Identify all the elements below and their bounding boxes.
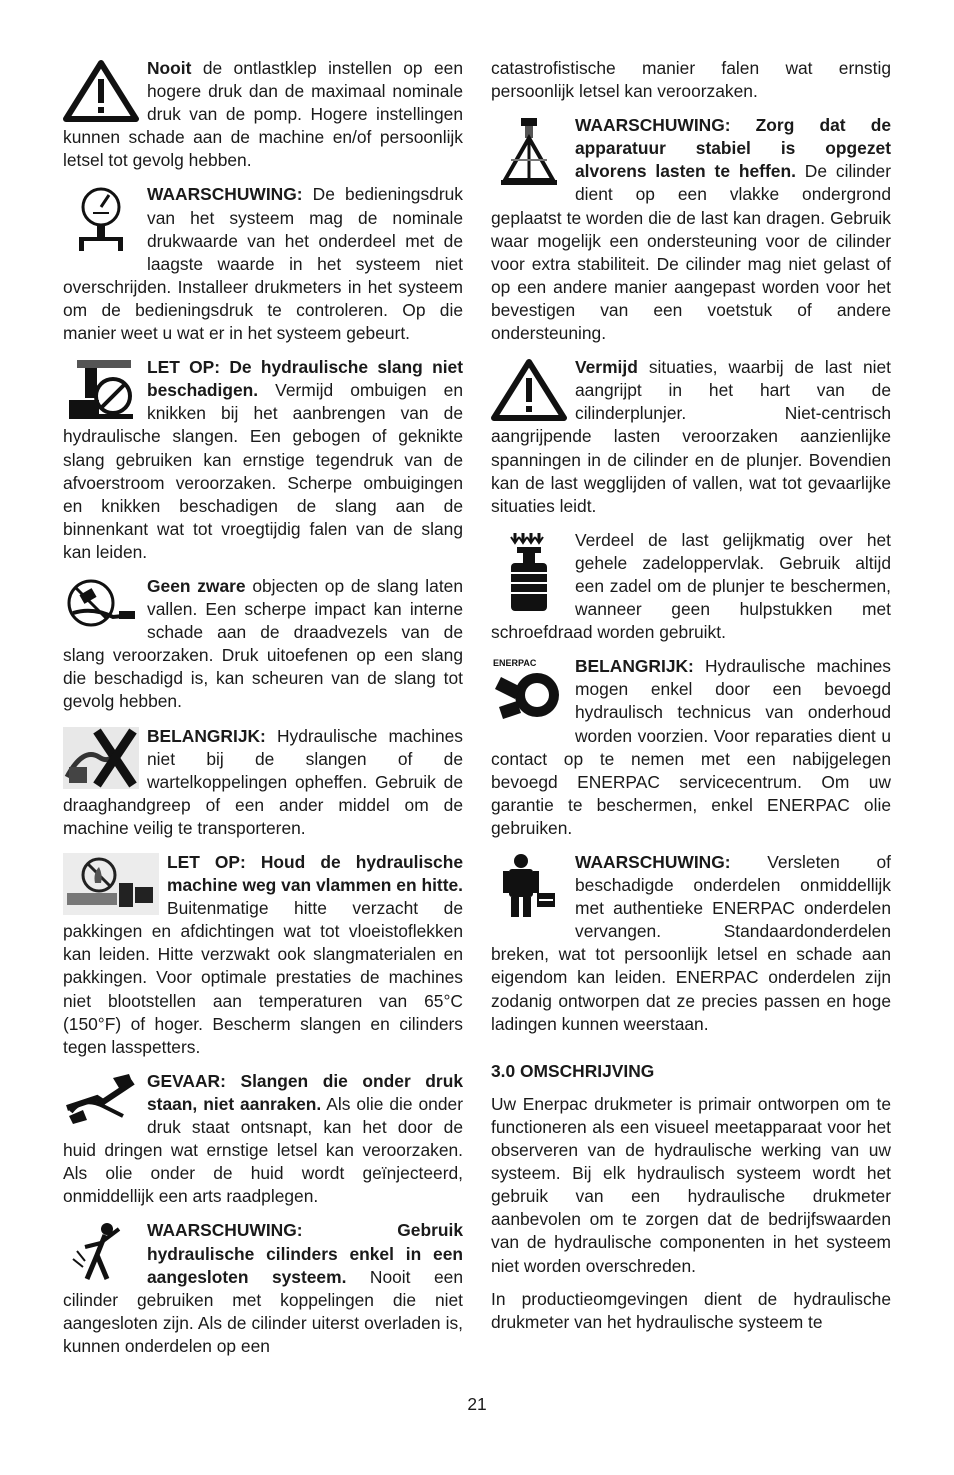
block-bold: BELANGRIJK: [575,656,694,677]
block-bold: Geen zware [147,575,246,596]
caution-hose-damage [63,356,463,564]
danger-pressurized-hoses [63,1070,463,1209]
warning-triangle-icon [491,358,567,422]
no-heavy-objects [63,575,463,714]
section-heading: 3.0 OMSCHRIJVING [491,1060,655,1081]
pressure-gauge-icon [63,185,139,253]
block-bold: Nooit [147,58,192,78]
person-hazard-icon [63,1221,139,1283]
block-bold: WAARSCHUWING: Zorg dat de apparatuur stabiel is opgezet alvorens lasten te heffen. [575,115,891,182]
right-column [491,57,891,1344]
caution-flame-heat [63,851,463,1059]
keep-from-flame-icon [63,853,159,915]
warning-connected-system [63,1219,463,1358]
page-number: 21 [467,1394,487,1414]
stable-setup-icon [491,116,567,186]
distribute-load-saddle [491,529,891,644]
avoid-off-center-loads [491,356,891,518]
block-bold: WAARSCHUWING: Gebruik hydraulische cilinders enkel in een aangesloten systeem. [147,1220,463,1287]
block-bold: Vermijd [575,357,638,378]
block-bold: LET OP: Houd de hydraulische machine weg van vlammen en hitte. [167,852,463,896]
block-text: Vermijd ombuigen en knikken bij het aanbrengen van de hydraulische slangen. Een gebogen of geknikte slang gebruiken kan ernstige tegendruk van de afvoerstroom veroorzaken. Scherpe ombuigingen en knikken beschadigen de slang aan de binnenkant wat tot vroegtijdig falen van de slang kan leiden. [63,380,463,562]
enerpac-logo-text: ENERPAC [493,658,537,669]
enerpac-service-icon [491,657,567,723]
block-text: Als olie die onder druk staat ontsnapt, kan het door de huid dringen wat ernstige letsel kan veroorzaken. Als olie onder de huid wordt geïnjecteerd, onmiddellijk een arts raadplegen. [63,1093,463,1207]
no-drop-on-hose-icon [63,577,139,633]
warning-genuine-parts [491,851,891,1036]
pressurized-hose-hand-icon [63,1072,139,1124]
block-text: De cilinder dient op een vlakke ondergrond geplaatst te worden die de last kan dragen. Gebruik waar mogelijk een ondersteuning voor de cilinder voor extra stabiliteit. De cilinder mag niet gelast of op een andere manier aangepast worden voor het bevestigen van een voetstuk of andere ondersteuning. [491,161,891,344]
block-text: Versleten of beschadigde onderdelen onmiddellijk met authentieke ENERPAC onderdelen vervangen. Standaardonderdelen breken, wat tot persoonlijk letsel en schade aan eigendom kan leiden. ENERPAC onderdelen zijn zodanig ontworpen dat ze precies passen en hoge ladingen kunnen weerstaan. [491,852,891,1034]
block-text: Verdeel de last gelijkmatig over het gehele zadeloppervlak. Gebruik altijd een zadel om de plunjer te beschermen, wanneer geen hulpstukken met schroefdraad worden gebruikt. [491,529,891,643]
block-text: De bedieningsdruk van het systeem mag de nominale drukwaarde van het onderdeel met de laagste waarde in het systeem niet overschrijden. Installeer drukmeters in het systeem om de bedieningsdruk te controleren. Op die manier weet u wat er in het systeem gebeurt. [63,184,463,344]
important-no-lift-hose [63,725,463,840]
block-text: situaties, waarbij de last niet aangrijpt in het hart van de cilinderplunjer. Niet-centrisch aangrijpende lasten veroorzaken aanzienlijke spanningen in de cilinder en de plunjer. Bovendien kan de last wegglijden of vallen, wat tot gevaarlijke situaties leidt. [491,357,891,516]
no-lift-by-hose-icon [63,727,139,789]
warning-system-pressure [63,183,463,345]
technician-icon [491,853,567,919]
warning-relief-valve [63,57,463,172]
block-text: objecten op de slang laten vallen. Een scherpe impact kan interne schade aan de draadvezels van de slang veroorzaken. Druk uitoefenen op een slang die beschadigd is, kan scheuren van de slang tot gevolg hebben. [63,575,463,712]
block-text: Hydraulische machines niet bij de slangen of de wartelkoppelingen opheffen. Gebruik de draaghandgreep of een ander middel om de machine veilig te transporteren. [63,725,463,838]
warning-triangle-icon [63,59,139,123]
description-paragraph-2: In productieomgevingen dient de hydraulische drukmeter van het hydraulische systeem te [491,1288,891,1332]
block-bold: WAARSCHUWING: [147,184,303,205]
warning-stable-setup [491,114,891,345]
left-column [63,57,463,1369]
block-bold: GEVAAR: Slangen die onder druk staan, niet aanraken. [147,1070,463,1114]
cylinder-saddle-icon [491,531,567,615]
block-text: Nooit een cilinder gebruiken met koppelingen die niet aangesloten zijn. Als de cilinder uiterst overladen is, kunnen onderdelen op een [63,1266,463,1356]
block-bold: BELANGRIJK: [147,725,266,746]
block-text: de ontlastklep instellen op een hogere druk dan de maximaal nominale druk van de pomp. Hogere instellingen kunnen schade aan de machine en/of persoonlijk letsel tot gevolg hebben. [63,58,463,171]
crushed-hose-icon [63,358,139,422]
block-text: Hydraulische machines mogen enkel door een bevoegd hydraulisch technicus van onderhoud worden voorzien. Voor reparaties dient u contact op te nemen met een nabijgelegen bevoegd ENERPAC servicecentrum. Om uw garantie te beschermen, enkel ENERPAC olie gebruiken. [491,656,891,838]
block-bold: LET OP: De hydraulische slang niet beschadigen. [147,357,463,401]
important-qualified-technician [491,655,891,840]
description-paragraph-1: Uw Enerpac drukmeter is primair ontworpen om te functioneren als een visueel meetapparaat voor het observeren van de hydraulische werking van uw systeem. Bij elk hydraulisch systeem wordt het gebruik van een hydraulische drukmeter aanbevolen om te zorgen dat de bedrijfswaarden van de hydraulische componenten in het systeem niet worden overschreden. [491,1093,891,1276]
block-bold: WAARSCHUWING: [575,852,731,872]
continued-text: catastrofistische manier falen wat ernstig persoonlijk letsel kan veroorzaken. [491,58,891,102]
block-text: Buitenmatige hitte verzacht de pakkingen en afdichtingen wat tot vloeistoflekken kan leiden. Hitte verzwakt ook slangmaterialen en pakkingen. Voor optimale prestaties de machines niet blootstellen aan temperaturen van 65°C (150°F) of hoger. Bescherm slangen en cilinders tegen lasspetters. [63,898,463,1057]
